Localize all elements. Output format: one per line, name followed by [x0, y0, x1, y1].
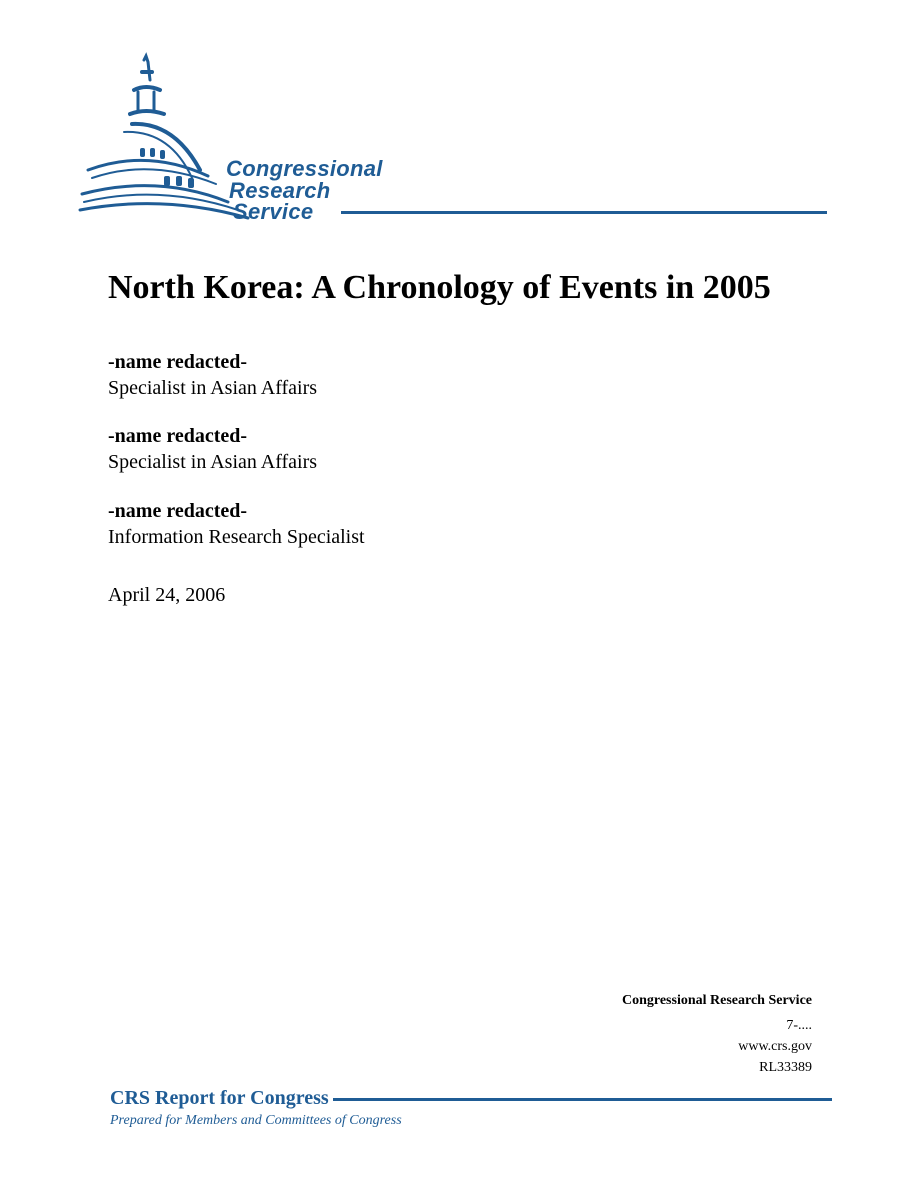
phone: 7-....: [786, 1018, 812, 1033]
author-block: [108, 424, 317, 476]
author-role: Specialist in Asian Affairs: [108, 451, 318, 473]
footer-subtitle: Prepared for Members and Committees of Congress: [110, 1113, 402, 1128]
contact-info: [622, 990, 812, 1078]
logo-text-line1: Congressional: [226, 156, 383, 181]
report-number: RL33389: [759, 1060, 812, 1075]
author-block: [108, 499, 365, 551]
website-link[interactable]: www.crs.gov: [738, 1039, 812, 1054]
author-block: [108, 350, 317, 402]
logo-text-line3: Service: [233, 199, 314, 224]
footer-title: CRS Report for Congress: [110, 1085, 333, 1111]
author-role: Specialist in Asian Affairs: [108, 377, 318, 399]
org-name: Congressional Research Service: [621, 993, 812, 1008]
logo-rule: [341, 211, 827, 214]
author-name: -name redacted-: [108, 500, 248, 522]
footer: [110, 1085, 832, 1131]
logo-text-line2: Research: [229, 178, 331, 203]
author-name: -name redacted-: [108, 425, 248, 447]
author-name: -name redacted-: [108, 351, 248, 373]
report-title: North Korea: A Chronology of Events in 2005: [108, 269, 771, 306]
crs-logo: [78, 52, 838, 227]
report-date: April 24, 2006: [108, 584, 226, 606]
author-role: Information Research Specialist: [108, 526, 365, 548]
